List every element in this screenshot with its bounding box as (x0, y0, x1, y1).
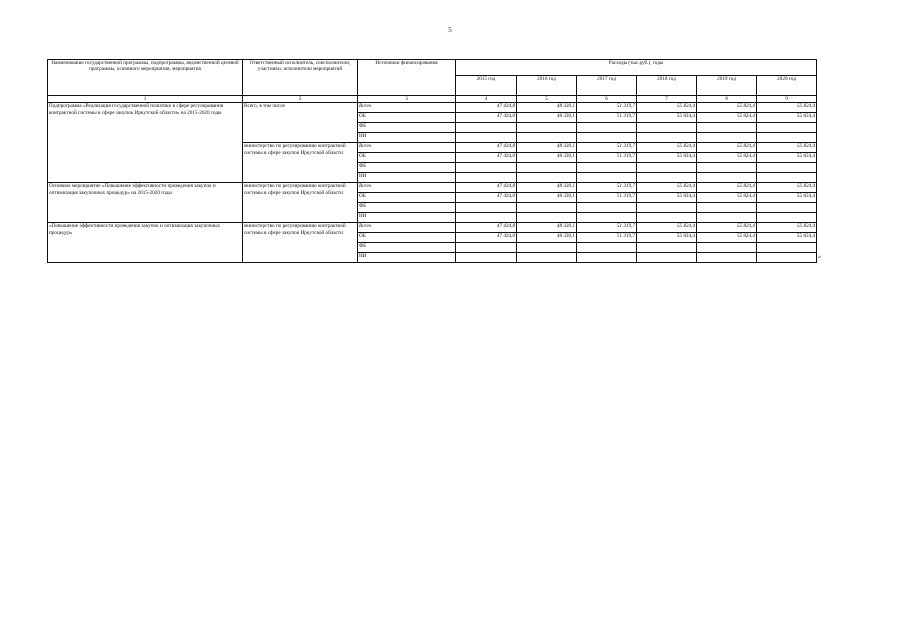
amount-cell: 55 824,4 (637, 153, 697, 163)
source-cell: ФБ (358, 123, 456, 133)
amount-cell (577, 253, 637, 263)
amount-cell: 55 824,4 (697, 223, 757, 233)
amount-cell: 48 330,1 (517, 113, 577, 123)
amount-cell: 51 319,7 (577, 223, 637, 233)
column-number: 1 (48, 96, 243, 103)
header-year: 2020 год (757, 76, 817, 96)
amount-cell (757, 163, 817, 173)
amount-cell (697, 173, 757, 183)
amount-cell: 55 824,4 (697, 193, 757, 203)
amount-cell: 51 319,7 (577, 193, 637, 203)
amount-cell: 48 330,1 (517, 183, 577, 193)
amount-cell (456, 203, 517, 213)
amount-cell: 47 434,8 (456, 223, 517, 233)
amount-cell (577, 123, 637, 133)
source-cell: ИИ (358, 133, 456, 143)
header-name: Наименование государственной программы, подпрограммы, ведомственной целевой программы, основного мероприятия, мероприятия (48, 60, 243, 96)
column-number: 7 (637, 96, 697, 103)
source-cell: ОБ (358, 193, 456, 203)
amount-cell (697, 243, 757, 253)
amount-cell: 51 319,7 (577, 183, 637, 193)
amount-cell (517, 173, 577, 183)
amount-cell: 55 824,4 (637, 113, 697, 123)
executor-cell: министерство по регулированию контрактной системы в сфере закупок Иркутской области (243, 183, 358, 223)
amount-cell: 47 434,8 (456, 153, 517, 163)
amount-cell: 47 434,8 (456, 233, 517, 243)
column-number: 3 (358, 96, 456, 103)
header-executor: Ответственный исполнитель, соисполнители, участники, исполнители мероприятий (243, 60, 358, 96)
amount-cell: 55 824,4 (697, 143, 757, 153)
amount-cell: 55 824,4 (637, 193, 697, 203)
source-cell: Всего (358, 183, 456, 193)
column-number: 8 (697, 96, 757, 103)
amount-cell (517, 163, 577, 173)
amount-cell (757, 123, 817, 133)
amount-cell (456, 123, 517, 133)
amount-cell (637, 203, 697, 213)
amount-cell (757, 253, 817, 263)
source-cell: ОБ (358, 113, 456, 123)
amount-cell (697, 163, 757, 173)
amount-cell: 47 434,8 (456, 103, 517, 113)
amount-cell (757, 243, 817, 253)
amount-cell (517, 203, 577, 213)
header-year: 2015 год (456, 76, 517, 96)
amount-cell: 47 434,8 (456, 113, 517, 123)
amount-cell (637, 133, 697, 143)
amount-cell (637, 213, 697, 223)
amount-cell (697, 203, 757, 213)
executor-cell: министерство по регулированию контрактной системы в сфере закупок Иркутской области (243, 223, 358, 263)
amount-cell: 55 824,4 (637, 143, 697, 153)
amount-cell: 55 824,4 (757, 153, 817, 163)
table-row (48, 223, 817, 233)
header-source: Источники финансирования (358, 60, 456, 96)
amount-cell (577, 173, 637, 183)
column-number: 5 (517, 96, 577, 103)
amount-cell (456, 133, 517, 143)
amount-cell (757, 133, 817, 143)
amount-cell (637, 123, 697, 133)
executor-cell: Всего, в том числе (243, 103, 358, 143)
source-cell: ИИ (358, 213, 456, 223)
page-number: 5 (448, 26, 452, 34)
amount-cell (456, 163, 517, 173)
activity-name: «Повышение эффективности проведения закупок и оптимизация закупочных процедур» (48, 223, 243, 263)
amount-cell: 55 824,4 (637, 233, 697, 243)
activity-name: Основное мероприятие «Повышение эффективности проведения закупок и оптимизация закупочных процедур» на 2015-2020 годы (48, 183, 243, 223)
amount-cell: 47 434,8 (456, 143, 517, 153)
amount-cell (577, 243, 637, 253)
amount-cell: 47 434,8 (456, 193, 517, 203)
amount-cell: 48 330,1 (517, 233, 577, 243)
amount-cell: 55 824,4 (757, 233, 817, 243)
source-cell: ФБ (358, 243, 456, 253)
budget-table (47, 59, 817, 263)
amount-cell (637, 253, 697, 263)
source-cell: ИИ (358, 173, 456, 183)
amount-cell (637, 243, 697, 253)
column-number: 9 (757, 96, 817, 103)
source-cell: ИИ (358, 253, 456, 263)
header-year: 2016 год (517, 76, 577, 96)
amount-cell (517, 213, 577, 223)
table-row (48, 103, 817, 113)
amount-cell: 51 319,7 (577, 233, 637, 243)
subprogram-name: Подпрограмма «Реализация государственной политики в сфере регулирования контрактной системы в сфере закупок Иркутской области» на 2015-2020 годы (48, 103, 243, 183)
source-cell: ФБ (358, 203, 456, 213)
amount-cell: 55 824,4 (757, 193, 817, 203)
header-expenses: Расходы (тыс.руб.), годы (456, 60, 817, 76)
header-year: 2019 год (697, 76, 757, 96)
amount-cell (517, 123, 577, 133)
executor-cell: министерство по регулированию контрактной системы в сфере закупок Иркутской области (243, 143, 358, 183)
source-cell: ОБ (358, 233, 456, 243)
amount-cell: 55 824,4 (757, 183, 817, 193)
amount-cell (697, 123, 757, 133)
amount-cell (577, 203, 637, 213)
amount-cell: 48 330,1 (517, 103, 577, 113)
amount-cell: 55 824,4 (637, 103, 697, 113)
amount-cell: 55 824,4 (757, 113, 817, 123)
closing-quote-mark: » (818, 254, 821, 260)
amount-cell: 51 319,7 (577, 153, 637, 163)
amount-cell (697, 253, 757, 263)
amount-cell: 47 434,8 (456, 183, 517, 193)
amount-cell: 55 824,4 (757, 103, 817, 113)
amount-cell: 55 824,4 (697, 153, 757, 163)
amount-cell (757, 213, 817, 223)
source-cell: ФБ (358, 163, 456, 173)
amount-cell: 55 824,4 (757, 143, 817, 153)
amount-cell (637, 173, 697, 183)
amount-cell: 48 330,1 (517, 143, 577, 153)
amount-cell (577, 213, 637, 223)
amount-cell (757, 203, 817, 213)
amount-cell: 55 824,4 (697, 113, 757, 123)
amount-cell: 55 824,4 (697, 103, 757, 113)
amount-cell: 48 330,1 (517, 223, 577, 233)
amount-cell (517, 133, 577, 143)
amount-cell (577, 163, 637, 173)
amount-cell: 55 824,4 (637, 223, 697, 233)
amount-cell: 51 319,7 (577, 103, 637, 113)
amount-cell (456, 213, 517, 223)
source-cell: Всего (358, 143, 456, 153)
amount-cell (577, 133, 637, 143)
amount-cell (697, 213, 757, 223)
amount-cell (757, 173, 817, 183)
amount-cell: 55 824,4 (637, 183, 697, 193)
amount-cell (517, 253, 577, 263)
amount-cell: 51 319,7 (577, 143, 637, 153)
column-number: 2 (243, 96, 358, 103)
amount-cell: 55 824,4 (697, 183, 757, 193)
amount-cell (637, 163, 697, 173)
amount-cell: 51 319,7 (577, 113, 637, 123)
table-row (48, 183, 817, 193)
amount-cell (456, 243, 517, 253)
amount-cell: 48 330,1 (517, 193, 577, 203)
column-number: 4 (456, 96, 517, 103)
amount-cell (517, 243, 577, 253)
amount-cell: 55 824,4 (757, 223, 817, 233)
amount-cell: 55 824,4 (697, 233, 757, 243)
amount-cell: 48 330,1 (517, 153, 577, 163)
source-cell: ОБ (358, 153, 456, 163)
amount-cell (456, 173, 517, 183)
header-year: 2017 год (577, 76, 637, 96)
amount-cell (697, 133, 757, 143)
header-year: 2018 год (637, 76, 697, 96)
column-number: 6 (577, 96, 637, 103)
source-cell: Всего (358, 223, 456, 233)
amount-cell (456, 253, 517, 263)
source-cell: Всего (358, 103, 456, 113)
